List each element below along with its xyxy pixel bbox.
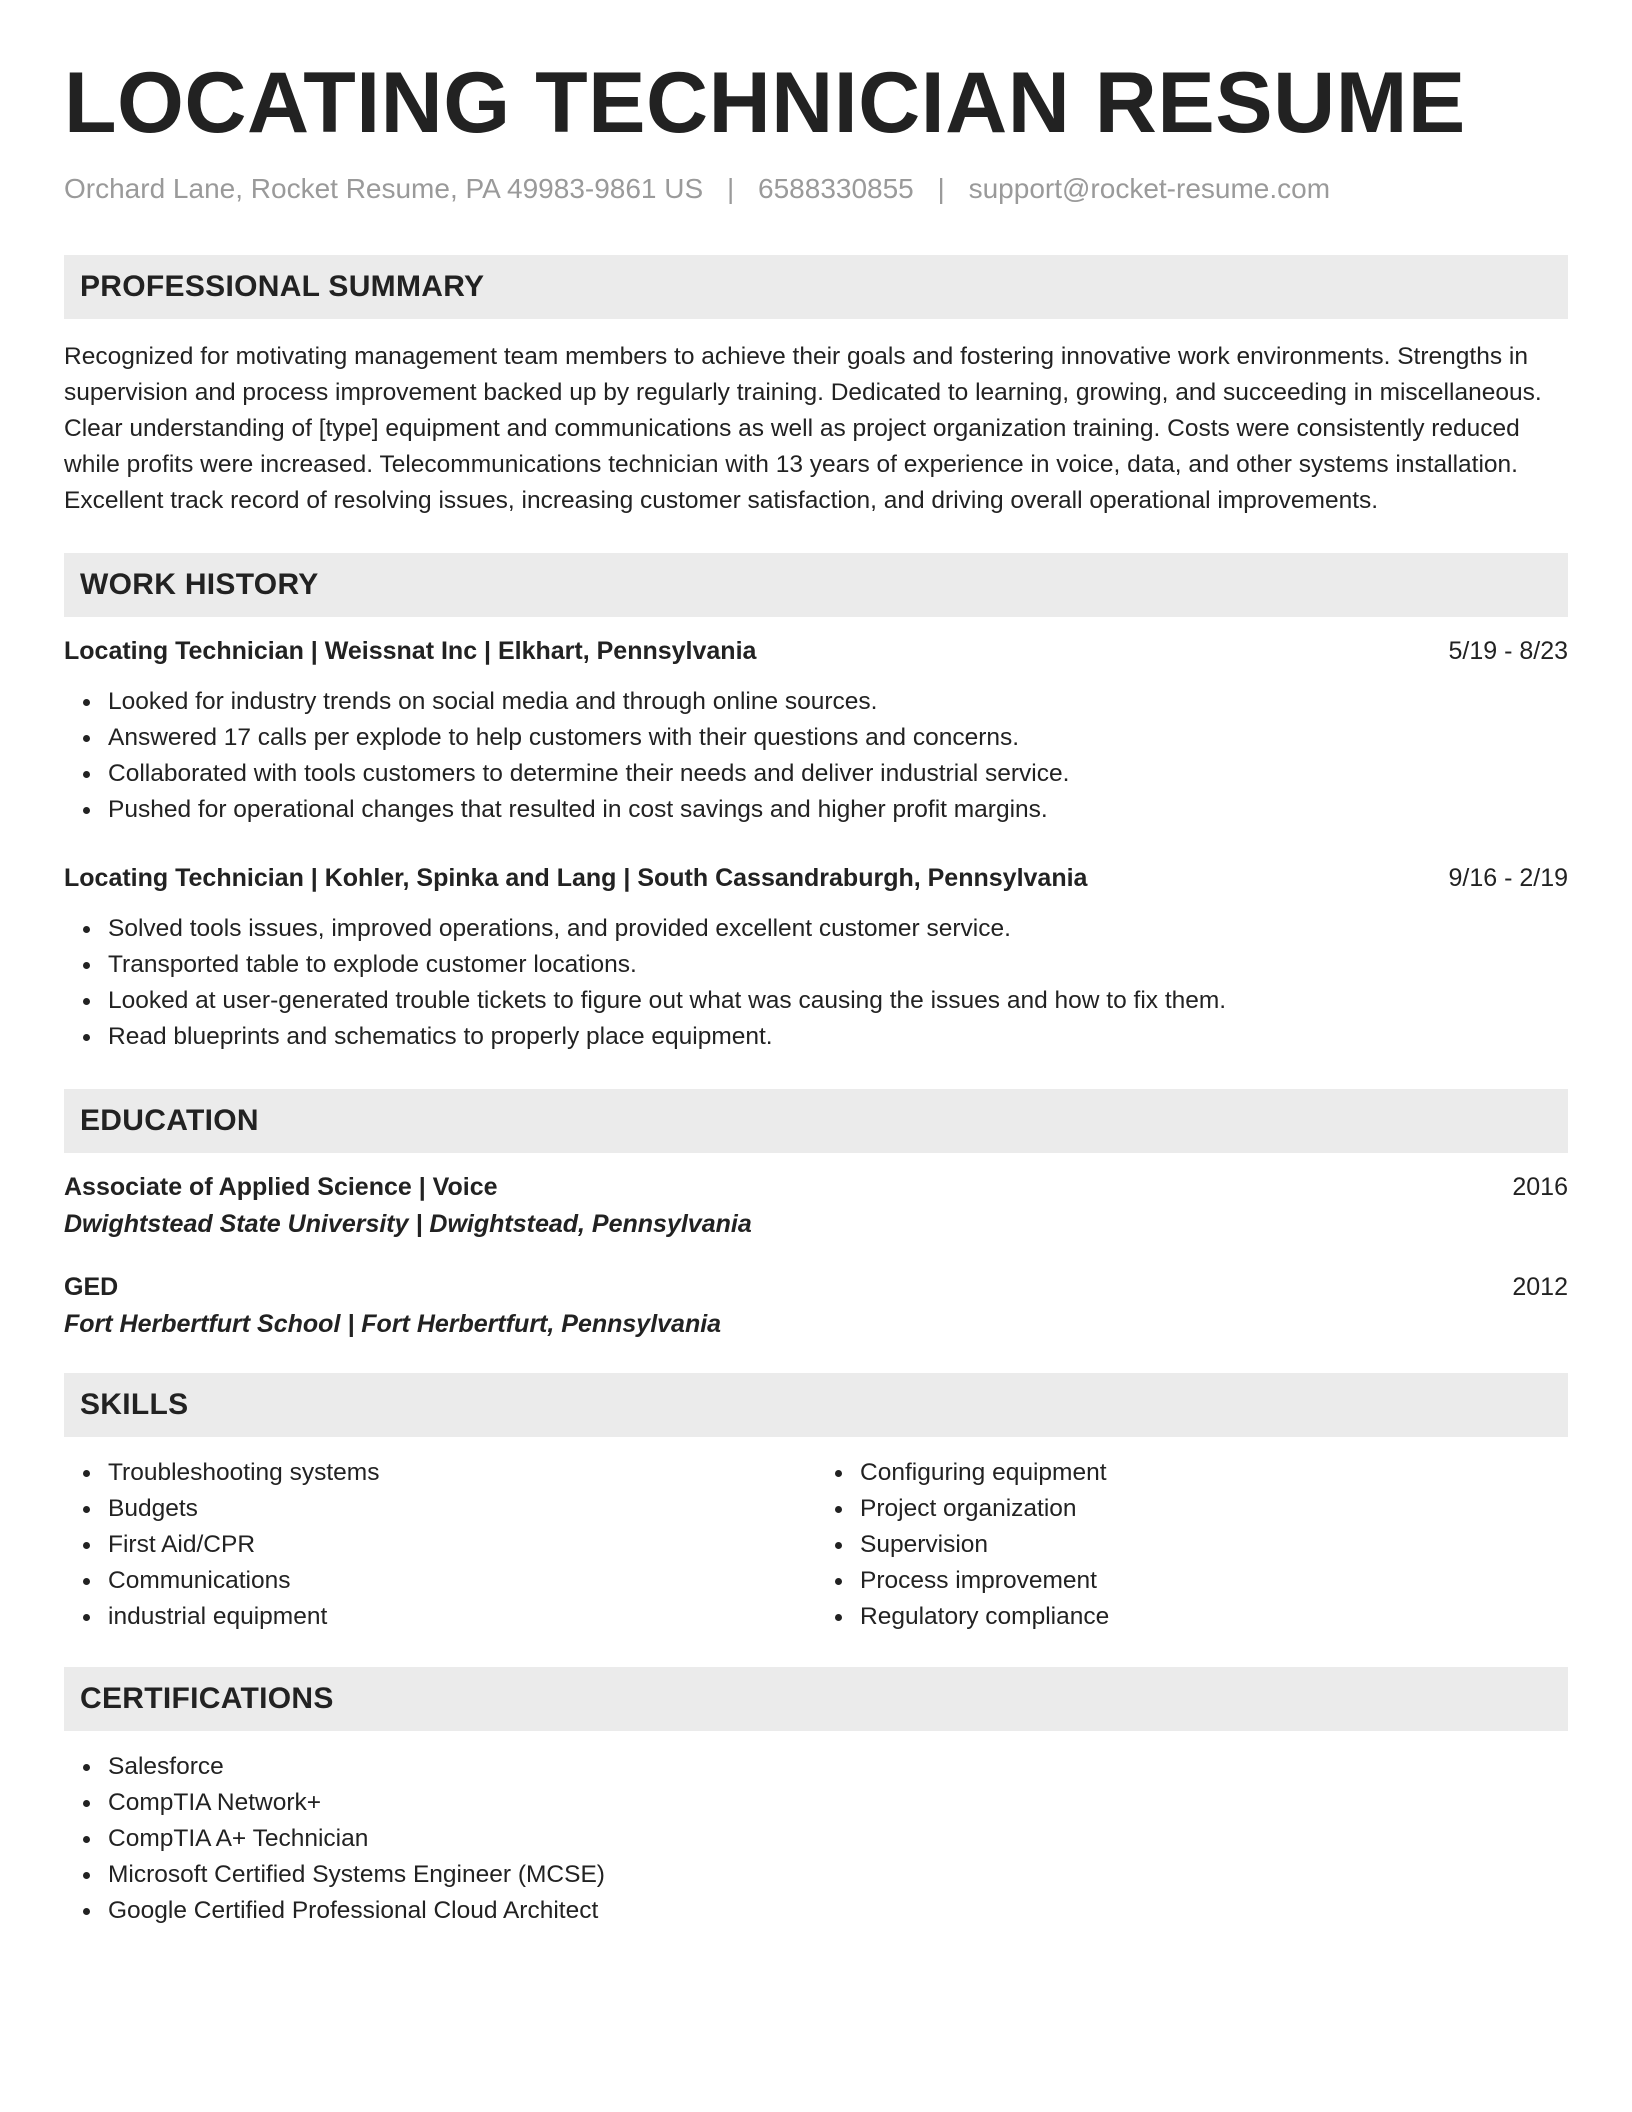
contact-line: [64, 173, 1568, 205]
skills-list-right: [816, 1455, 1568, 1635]
job-dates: 9/16 - 2/19: [1448, 863, 1568, 892]
school-name: Fort Herbertfurt School | Fort Herbertfurt, Pennsylvania: [64, 1309, 722, 1338]
contact-phone: 6588330855: [758, 172, 914, 204]
resume-title: LOCATING TECHNICIAN RESUME: [64, 55, 1466, 151]
skills-grid: [64, 1455, 1568, 1635]
education-year: 2016: [1512, 1172, 1568, 1201]
skill-item: Project organization: [860, 1491, 1568, 1527]
contact-separator: |: [726, 172, 735, 204]
education-heading: EDUCATION: [80, 1103, 259, 1137]
contact-email: support@rocket-resume.com: [968, 172, 1331, 204]
degree-title: Associate of Applied Science | Voice: [64, 1172, 498, 1201]
job-bullet: Transported table to explode customer locations.: [108, 947, 1568, 983]
contact-separator: |: [937, 172, 945, 204]
degree-title: GED: [64, 1272, 119, 1301]
education-entry: [64, 1173, 1568, 1239]
job-bullet: Looked at user-generated trouble tickets to figure out what was causing the issues and how to fix them.: [108, 983, 1568, 1019]
skills-section-header: [64, 1373, 1568, 1437]
certification-item: Salesforce: [108, 1749, 1568, 1785]
skill-item: Supervision: [860, 1527, 1568, 1563]
skill-item: First Aid/CPR: [108, 1527, 816, 1563]
job-bullet: Read blueprints and schematics to properly place equipment.: [108, 1019, 1568, 1055]
skill-item: industrial equipment: [108, 1599, 816, 1635]
skills-heading: SKILLS: [80, 1387, 189, 1421]
summary-heading: PROFESSIONAL SUMMARY: [80, 269, 485, 303]
summary-text: Recognized for motivating management team members to achieve their goals and fostering innovative work environments. Strengths in supervision and process improvement backed up by regularly training. Dedicated to learning, growing, and succeeding in miscellaneous. Clear understanding of [type] equipment and communications as well as project organization training. Costs were consistently reduced while profits were increased. Telecommunications technician with 13 years of experience in voice, data, and other systems installation. Excellent track record of resolving issues, increasing customer satisfaction, and driving overall operational improvements.: [64, 342, 1542, 514]
education-header-row: [64, 1173, 1568, 1202]
contact-address: Orchard Lane, Rocket Resume, PA 49983-9861 US: [64, 172, 704, 204]
job-bullets: [64, 684, 1568, 828]
skill-item: Regulatory compliance: [860, 1599, 1568, 1635]
job-entry: [64, 864, 1568, 1055]
job-title: Locating Technician | Kohler, Spinka and Lang | South Cassandraburgh, Pennsylvania: [64, 863, 1088, 892]
certifications-heading: CERTIFICATIONS: [80, 1681, 334, 1715]
work-heading: WORK HISTORY: [80, 567, 319, 601]
school-name: Dwightstead State University | Dwightstead, Pennsylvania: [64, 1209, 752, 1238]
job-bullet: Collaborated with tools customers to determine their needs and deliver industrial service.: [108, 756, 1568, 792]
job-entry: [64, 637, 1568, 828]
job-title: Locating Technician | Weissnat Inc | Elkhart, Pennsylvania: [64, 636, 757, 665]
skills-list-left: [64, 1455, 816, 1635]
education-entry: [64, 1273, 1568, 1339]
education-year: 2012: [1512, 1272, 1568, 1301]
work-section-header: [64, 553, 1568, 617]
job-dates: 5/19 - 8/23: [1448, 636, 1568, 665]
skill-item: Communications: [108, 1563, 816, 1599]
certification-item: Google Certified Professional Cloud Architect: [108, 1893, 1568, 1929]
certifications-list: [64, 1749, 1568, 1929]
skill-item: Configuring equipment: [860, 1455, 1568, 1491]
certification-item: CompTIA Network+: [108, 1785, 1568, 1821]
job-header-row: [64, 637, 1568, 666]
job-bullet: Solved tools issues, improved operations, and provided excellent customer service.: [108, 911, 1568, 947]
certification-item: CompTIA A+ Technician: [108, 1821, 1568, 1857]
education-section-header: [64, 1089, 1568, 1153]
skill-item: Process improvement: [860, 1563, 1568, 1599]
job-bullet: Answered 17 calls per explode to help customers with their questions and concerns.: [108, 720, 1568, 756]
summary-section-header: [64, 255, 1568, 319]
skill-item: Budgets: [108, 1491, 816, 1527]
skill-item: Troubleshooting systems: [108, 1455, 816, 1491]
job-bullet: Pushed for operational changes that resulted in cost savings and higher profit margins.: [108, 792, 1568, 828]
job-bullets: [64, 911, 1568, 1055]
job-bullet: Looked for industry trends on social media and through online sources.: [108, 684, 1568, 720]
job-header-row: [64, 864, 1568, 893]
education-header-row: [64, 1273, 1568, 1302]
certifications-section-header: [64, 1667, 1568, 1731]
certification-item: Microsoft Certified Systems Engineer (MCSE): [108, 1857, 1568, 1893]
